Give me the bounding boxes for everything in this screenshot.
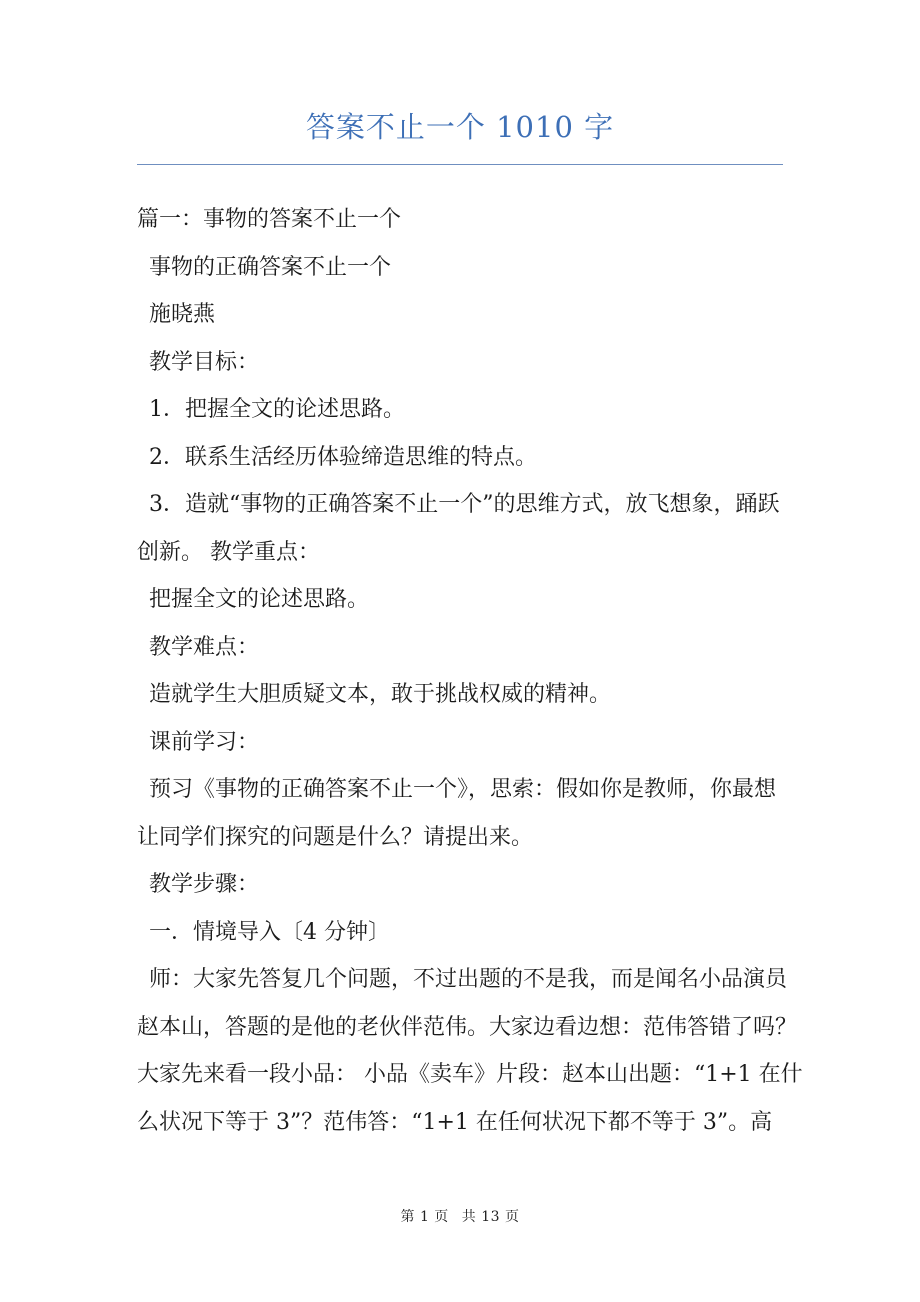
paragraph: 让同学们探究的问题是什么？请提出来。 [137, 824, 534, 850]
page-total: 共 13 页 [461, 1209, 520, 1225]
paragraph: 课前学习： [149, 729, 260, 755]
paragraph: 造就学生大胆质疑文本，敢于挑战权威的精神。 [149, 682, 612, 707]
page-footer [0, 1206, 920, 1226]
paragraph: 教学目标： [149, 349, 260, 375]
document-body [137, 196, 803, 1146]
paragraph: 一．情境导入〔4 分钟〕 [149, 919, 390, 945]
page-number: 第 1 页 [400, 1209, 449, 1225]
paragraph: 施晓燕 [149, 302, 216, 327]
paragraph: 预习《事物的正确答案不止一个》，思索：假如你是教师，你最想 [149, 777, 777, 802]
paragraph: 1．把握全文的论述思路。 [149, 397, 405, 422]
paragraph: 大家先来看一段小品： 小品《卖车》片段：赵本山出题：“1+1 在什 [137, 1062, 803, 1087]
paragraph: 创新。 教学重点： [137, 539, 320, 565]
paragraph: 事物的正确答案不止一个 [149, 254, 392, 280]
paragraph: 教学步骤： [149, 872, 260, 897]
paragraph: 教学难点： [149, 634, 260, 660]
paragraph: 篇一：事物的答案不止一个 [137, 207, 402, 232]
paragraph: 师：大家先答复几个问题，不过出题的不是我，而是闻名小品演员 [149, 967, 788, 992]
paragraph: 赵本山，答题的是他的老伙伴范伟。大家边看边想：范伟答错了吗？ [137, 1014, 798, 1040]
paragraph: 2．联系生活经历体验缔造思维的特点。 [149, 444, 537, 470]
paragraph: 把握全文的论述思路。 [149, 587, 370, 612]
paragraph: 3．造就“事物的正确答案不止一个”的思维方式，放飞想象，踊跃 [149, 492, 780, 517]
paragraph: 么状况下等于 3”？范伟答：“1+1 在任何状况下都不等于 3”。高 [137, 1109, 773, 1135]
title-underline [137, 164, 783, 165]
document-title: 答案不止一个 1010 字 [305, 110, 615, 144]
